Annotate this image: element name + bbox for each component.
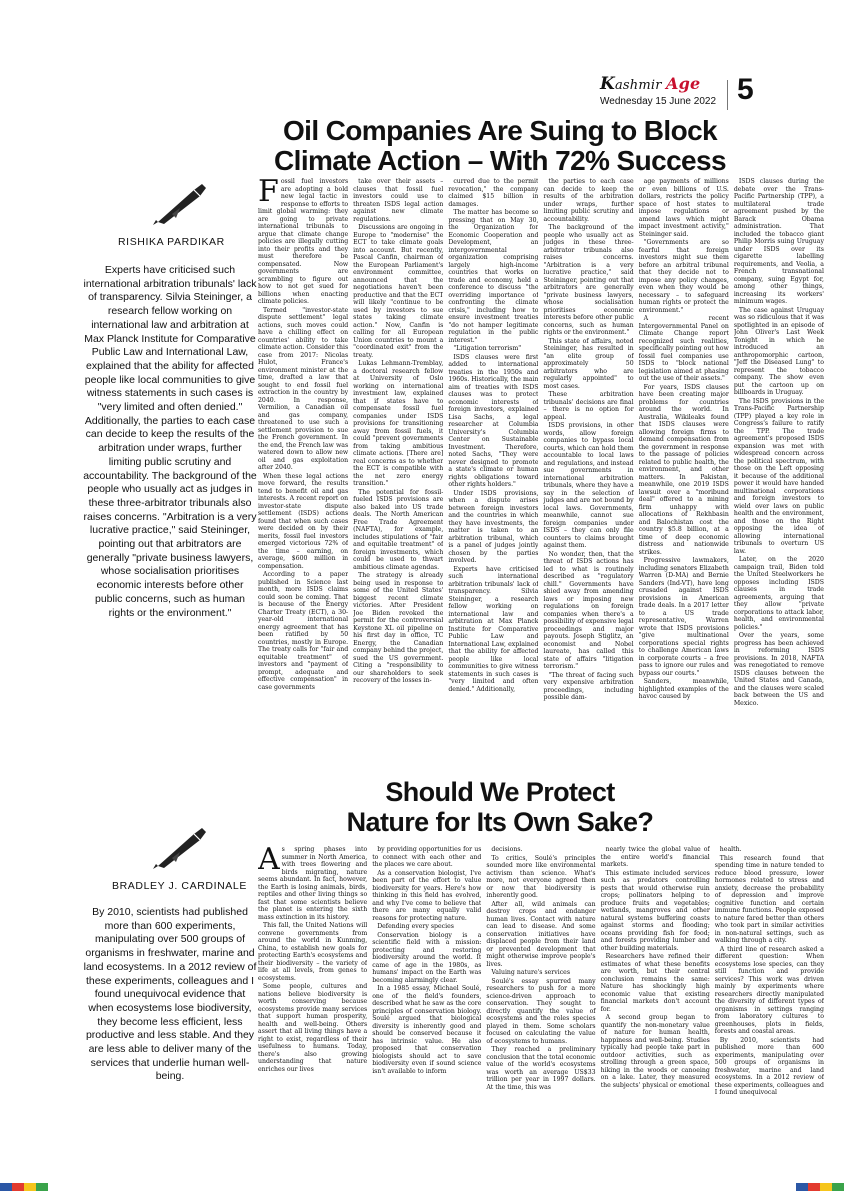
- body-paragraph: Over the years, some progress has been achieved in reforming ISDS provisions. In 2018, NAFTA was renegotiated to remove ISDS clauses between the United States and Canada, and the clauses were scaled back between the US and Mexico.: [733, 632, 824, 707]
- masthead-divider: [727, 80, 728, 110]
- body-paragraph: Progressive lawmakers, including senators Elizabeth Warren (D-MA) and Bernie Sanders (Ind-VT), have long crusaded against ISDS provisions in American trade deals. In a 2017 letter to a US trade representative, Warren wrote that ISDS provisions "give multinational corporations special rights to challenge American laws in corporate courts – a free pass to ignore our rules and bypass our courts.": [638, 557, 729, 677]
- pen-icon: [150, 178, 220, 226]
- body-paragraph: ISDS clauses were first added to international treaties in the 1950s and 1960s. Historically, the main aim of treaties with ISDS clauses was to protect economic interests of foreign investors, explained Lisa Sachs, a legal researcher at Columbia University's Columbia Center on Sustainable Investment. Therefore, noted Sachs, "They were never designed to promote a state's climate or human rights obligations toward other rights holders.": [448, 353, 539, 488]
- body-paragraph: The ISDS provisions in the Trans-Pacific Partnership (TPP) played a key role in Congress's failure to ratify the TPP. The trade agreement's proposed ISDS expansion was met with widespread concern across the political spectrum, with those on the Left opposing it because of the additional power it would have handed multinational corporations and foreign investors to wield over laws on public health and the environment, and those on the Right opposing the idea of allowing international tribunals to overturn US law.: [733, 397, 824, 555]
- article-column: [543, 178, 633, 750]
- article2-pull-quote: By 2010, scientists had published more than 600 experiments, manipulating over 500 groups of organisms in freshwater, marine and land ecosystems. In a 2012 review of these experiments, colleagues and I found unequivocal evidence that when ecosystems lose biodiversity, they become less efficient, less productive and less stable. And they are less able to deliver many of the services that underlie human well-being.: [83, 906, 257, 1083]
- body-paragraph: Defending every species: [377, 923, 454, 930]
- body-paragraph: Later, on the 2020 campaign trail, Biden told the United Steelworkers he opposes including ISDS clauses in trade agreements, arguing that they allow "private corporations to attack labor, health, and environmental policies.": [733, 556, 824, 631]
- body-paragraph: No wonder, then, that the threat of ISDS actions has led to what is routinely described as "regulatory chill." Governments have shied away from amending laws or imposing new regulations on foreign companies when there's a possibility of expensive legal proceedings and major payouts. Joseph Stiglitz, an economist and Nobel laureate, has called this state of affairs "litigation terrorism.": [543, 550, 634, 670]
- body-paragraph: These arbitration tribunals' decisions are final – there is no option for appeal.: [543, 391, 634, 421]
- issue-date: Wednesday 15 June 2022: [600, 96, 717, 107]
- body-paragraph: A recent Intergovernmental Panel on Climate Change report recognized such realities, specifically pointing out how fossil fuel companies use ISDS to "block national legislation aimed at phasing out the use of their assets.": [638, 315, 729, 382]
- pen-icon: [150, 822, 220, 870]
- body-paragraph: Sanders, meanwhile, highlighted examples of the havoc caused by: [638, 678, 729, 700]
- headline-line: Should We Protect: [385, 777, 615, 807]
- body-paragraph: When these legal actions move forward, the results tend to benefit oil and gas interests. A recent report on investor-state dispute settlement (ISDS) actions found that when such cases were decided on by their merits, fossil fuel investors emerged victorious 72% of the time – earning, on average, $600 million in compensation.: [258, 472, 349, 570]
- body-paragraph: The potential for fossil-fueled ISDS provisions are also baked into US trade deals. The North American Free Trade Agreement (NAFTA), for example, includes stipulations of "fair and equitable treatment" of foreign investments, which could be used to thwart ambitious climate agendas.: [353, 488, 444, 571]
- article1-body: [258, 178, 824, 750]
- drop-cap: A: [258, 846, 280, 877]
- article-column: [734, 178, 824, 750]
- body-paragraph: To critics, Soulé's principles sounded more like environmental activism than science. What's more, not everyone agreed then or now that biodiversity is inherently good.: [486, 854, 596, 899]
- body-paragraph: As spring phases into summer in North America, with trees flowering and birds migrating, nature seems abundant. In fact, however, the Earth is losing animals, birds, reptiles and other living things so fast that some scientists believe the planet is entering the sixth mass extinction in its history.: [258, 846, 368, 921]
- body-paragraph: Lukas Lehmann-Tremblay, a doctoral research fellow at University of Oslo working on international investment law, explained that if states have to compensate fossil fuel companies under ISDS provisions for transitioning away from fossil fuels, it could "prevent governments from taking ambitious climate actions. [There are] real concerns as to whether the ECT is compatible with the net zero energy transition.": [353, 360, 444, 487]
- body-paragraph: This research found that spending time in nature tended to reduce blood pressure, lower hormones related to stress and anxiety, decrease the probability of depression and improve cognitive function and certain immune functions. People exposed to nature fared better than others who took part in similar activities in non-natural settings, such as walking through a city.: [714, 854, 824, 944]
- footer-color-bar: [796, 1183, 844, 1191]
- article-column: [486, 846, 595, 1168]
- body-paragraph: "Litigation terrorism": [453, 345, 522, 352]
- body-paragraph: They reached a preliminary conclusion that the total economic value of the world's ecosystems was worth an average US$33 trillion per year in 1997 dollars. At the time, this was: [486, 1046, 596, 1091]
- body-paragraph: take over their assets – clauses that fossil fuel investors could use to threaten ISDS legal action against new climate regulations.: [353, 178, 444, 223]
- body-paragraph: The matter has become so pressing that on May 30, the Organization for Economic Cooperation and Development, an intergovernmental organization comprising largely high-income countries that works on trade and economy, held a conference to discuss "the overriding importance of confronting the climate crisis," including how to ensure investment treaties "do not hamper legitimate regulation in the public interest.": [448, 209, 539, 344]
- headline-line: Climate Action – With 72% Success: [274, 145, 726, 176]
- body-paragraph: decisions.: [491, 846, 523, 853]
- article-column: [639, 178, 729, 750]
- body-paragraph: ISDS clauses during the debate over the Trans-Pacific Partnership (TPP), a multilateral trade agreement pushed by the Barack Obama administration. That included the tobacco giant Philip Morris suing Uruguay under ISDS over its cigarette labelling requirements, and Veolia, a French transnational company, suing Egypt for, among other things, increasing its workers' minimum wages.: [733, 178, 824, 305]
- article2-headline: [180, 777, 820, 837]
- body-paragraph: This estimate included services such as predators controlling pests that would otherwise ruin crops; pollinators helping to produce fruits and vegetables; wetlands, mangroves and other natural systems buffering coasts against storms and flooding; oceans providing fish for food; and forests providing lumber and other building materials.: [600, 869, 710, 952]
- body-paragraph: "Governments are so fearful that foreign investors might sue them before an arbitral tribunal that they decide not to impose any policy changes, even when they would be necessary – to safeguard human rights or protect the environment.": [638, 239, 729, 314]
- body-paragraph: ISDS provisions, in other words, allow foreign companies to bypass local courts, which can hold them accountable to local laws and regulations, and instead sue governments in international arbitration tribunals, where they have a say in the selection of judges and are not bound by local laws. Governments, meanwhile, cannot sue foreign companies under ISDS – they can only file counters to claims brought against them.: [543, 422, 634, 549]
- headline-line: Nature for Its Own Sake?: [346, 807, 654, 837]
- body-paragraph: Experts have criticised such international arbitration tribunals' lack of transparency. Silvia Steininger, a research fellow working on international law and arbitration at Max Planck Institute for Comparative Public Law and International Law, explained that the ability for affected people like local communities to give witness statements in such cases is "very limited and often denied." Additionally,: [448, 565, 539, 693]
- body-paragraph: Researchers have refined their estimates of what these benefits are worth, but their central conclusion remains the same: Nature has shockingly high economic value that existing financial markets don't account for.: [600, 953, 710, 1013]
- article-column: [715, 846, 824, 1168]
- article-column: [601, 846, 710, 1168]
- body-paragraph: the parties to each case can decide to keep the results of the arbitration under wraps, further limiting public scrutiny and accountability.: [543, 178, 634, 223]
- body-paragraph: As a conservation biologist, I've been part of the effort to value biodiversity for years. Here's how thinking in this field has evolved, and why I've come to believe that there are many equally valid reasons for protecting nature.: [372, 869, 482, 922]
- body-paragraph: Some people, cultures and nations believe biodiversity is worth conserving because ecosystems provide many services that support human prosperity, health and well-being. Others assert that all living things have a right to exist, regardless of their usefulness to humans. Today, there's also growing understanding that nature enriches our lives: [258, 983, 368, 1073]
- body-paragraph: The background of the people who usually act as judges in these three-arbitrator tribunals also raises concerns. "Arbitration is a very lucrative practice," said Steininger, pointing out that arbitrators are generally "private business lawyers, whose socialisation prioritises economic interests before other public concerns, such as human rights or the environment.": [543, 224, 634, 336]
- body-paragraph: health.: [719, 846, 742, 853]
- body-paragraph: nearly twice the global value of the entire world's financial markets.: [600, 846, 710, 868]
- article1-author: RISHIKA PARDIKAR: [118, 236, 225, 248]
- body-paragraph: Termed "investor-state dispute settlement" legal actions, such moves could have a chilling effect on countries' ability to take climate action. Consider this case from 2017: Nicolas Hulot, France's environment minister at the time, drafted a law that sought to end fossil fuel extraction in the country by 2040. In response, Vermilion, a Canadian oil and gas company, threatened to use such a settlement provision to sue the French government. In the end, the French law was watered down to allow new oil and gas exploitation after 2040.: [258, 306, 349, 471]
- newspaper-logo: Kashmir Age: [600, 74, 701, 94]
- body-paragraph: age payments of millions or even billions of U.S. dollars, restricts the policy space of host states to impose regulations or amend laws which might impact investment activity," Steininger said.: [638, 178, 729, 238]
- article-column: [448, 178, 538, 750]
- body-paragraph: According to a paper published in Science last month, more ISDS claims could soon be coming. That is because of the Energy Charter Treaty (ECT), a 30-year-old international energy agreement that has been ratified by 50 countries, mostly in Europe. The treaty calls for "fair and equitable treatment" of investors and "payment of prompt, adequate and effective compensation" in case governments: [258, 571, 349, 691]
- body-paragraph: Conservation biology is a scientific field with a mission: protecting and restoring biodiversity around the world. It came of age in the 1980s, as humans' impact on the Earth was becoming alarmingly clear.: [372, 931, 482, 984]
- drop-cap: F: [258, 178, 279, 209]
- article-column: [258, 178, 348, 750]
- body-paragraph: A third line of research asked a different question: When ecosystems lose species, can they still function and provide services? This work was driven mainly by experiments where researchers directly manipulated the diversity of different types of organisms in settings ranging from laboratory cultures to greenhouses, plots in fields, forests and coastal areas.: [714, 945, 824, 1035]
- body-paragraph: For years, ISDS clauses have been creating major problems for countries around the world. In Australia, Wikileaks found that ISDS clauses were allowing foreign firms to demand compensation from the government in response to the passage of policies related to public health, the environment, and other matters. In Pakistan, meanwhile, one 2019 ISDS lawsuit over a "moribund deal" offered to a mining firm unhappy with allocations of Rekhbasin and Balochistan cost the country $5.8 billion, at a time of deep economic distress and nationwide strikes.: [638, 383, 729, 556]
- body-paragraph: The strategy is already being used in response to some of the United States' biggest recent climate victories. After President Joe Biden revoked the permit for the controversial Keystone XL oil pipeline on his first day in office, TC Energy, the Canadian company behind the project, sued the US government. Citing a "responsibility to our shareholders to seek recovery of the losses in-: [353, 572, 444, 684]
- article2-body: [258, 846, 824, 1168]
- article1-headline: [180, 116, 820, 176]
- body-paragraph: By 2010, scientists had published more than 600 experiments, manipulating over 500 groups of organisms in freshwater, marine and land ecosystems. In a 2012 review of these experiments, colleagues and I found unequivocal: [714, 1036, 824, 1096]
- body-paragraph: After all, wild animals can destroy crops and endanger human lives. Contact with nature can lead to disease. And some conservation initiatives have displaced people from their land or prevented development that might otherwise improve people's lives.: [486, 900, 596, 968]
- body-paragraph: This state of affairs, noted Steininger, has resulted in "an elite group of approximately 50 arbitrators who are regularly appointed" to most cases.: [543, 337, 634, 390]
- body-paragraph: Fossil fuel investors are adopting a bold new legal tactic in response to efforts to limit global warming: they are going to private international tribunals to argue that climate change policies are illegally cutting into their profits and they must therefore be compensated. Now governments are scrambling to figure out how to not get sued for billions when enacting climate policies.: [258, 178, 349, 305]
- article-column: [353, 178, 443, 750]
- body-paragraph: "The threat of facing such very expensive arbitration proceedings, including possible dam-: [543, 671, 634, 701]
- body-paragraph: Valuing nature's services: [491, 969, 571, 976]
- body-paragraph: Under ISDS provisions, when a dispute arises between foreign investors and the countries in which they have investments, the matter is taken to an arbitration tribunal, which is a panel of judges jointly chosen by the parties involved.: [448, 489, 539, 564]
- body-paragraph: by providing opportunities for us to connect with each other and the places we care about.: [372, 846, 482, 868]
- footer-color-bar: [0, 1183, 48, 1191]
- article1-pull-quote: Experts have criticised such international arbitration tribunals' lack of transparency. Silvia Steininger, a research fellow working on international law and arbitration at Max Planck Institute for Comparative Public Law and International Law, explained that the ability for affected people like local communities to give witness statements in such cases is "very limited and often denied." Additionally, the parties to each case can decide to keep the results of the arbitration under wraps, further limiting public scrutiny and accountability. The background of the people who usually act as judges in these three-arbitrator tribunals also raises concerns. "Arbitration is a very lucrative practice," said Steininger, pointing out that arbitrators are generally "private business lawyers, whose socialisation prioritises economic interests before other public concerns, such as human rights or the environment.": [83, 264, 257, 619]
- body-paragraph: curred due to the permit revocation," the company claimed $15 billion in damages.: [448, 178, 539, 208]
- body-paragraph: Soulé's essay spurred many researchers to push for a more science-driven approach to conservation. They sought to directly quantify the value of ecosystems and the roles species played in them. Some scholars focused on calculating the value of ecosystems to humans.: [486, 977, 596, 1045]
- masthead: [600, 74, 790, 114]
- page-number: 5: [737, 73, 754, 106]
- body-paragraph: This fall, the United Nations will convene governments from around the world in Kunming, China, to establish new goals for protecting Earth's ecosystems and their biodiversity – the variety of life at all levels, from genes to ecosystems.: [258, 922, 368, 982]
- headline-line: Oil Companies Are Suing to Block: [282, 115, 718, 146]
- body-paragraph: In a 1985 essay, Michael Soulé, one of the field's founders, described what he saw as the core principles of conservation biology. Soulé argued that biological diversity is inherently good and should be conserved because it has intrinsic value. He also proposed that conservation biologists should act to save biodiversity even if sound science isn't available to inform: [372, 985, 482, 1075]
- body-paragraph: Discussions are ongoing in Europe to "modernise" the ECT to take climate goals into account. But recently, Pascal Canfin, chairman of the European Parliament's environment committee, announced that the negotiations haven't been productive and that the ECT will likely "continue to be used by investors to sue states taking climate action." Now, Canfin is calling for all European Union countries to mount a "coordinated exit" from the treaty.: [353, 224, 444, 359]
- body-paragraph: The case against Uruguay was so ridiculous that it was spotlighted in an episode of John Oliver's Last Week Tonight in which he introduced an anthropomorphic cartoon, "Jeff the Diseased Lung" to represent the tobacco company. The show even put the cartoon up on billboards in Uruguay.: [733, 306, 824, 396]
- article2-author: BRADLEY J. CARDINALE: [112, 880, 247, 892]
- article-column: [372, 846, 481, 1168]
- body-paragraph: A second group began to quantify the non-monetary value of nature for human health, happiness and well-being. Studies typically had people take part in outdoor activities, such as strolling through a green space, hiking in the woods or canoeing on a lake. Later, they measured the subjects' physical or emotional: [600, 1014, 710, 1089]
- article-column: [258, 846, 367, 1168]
